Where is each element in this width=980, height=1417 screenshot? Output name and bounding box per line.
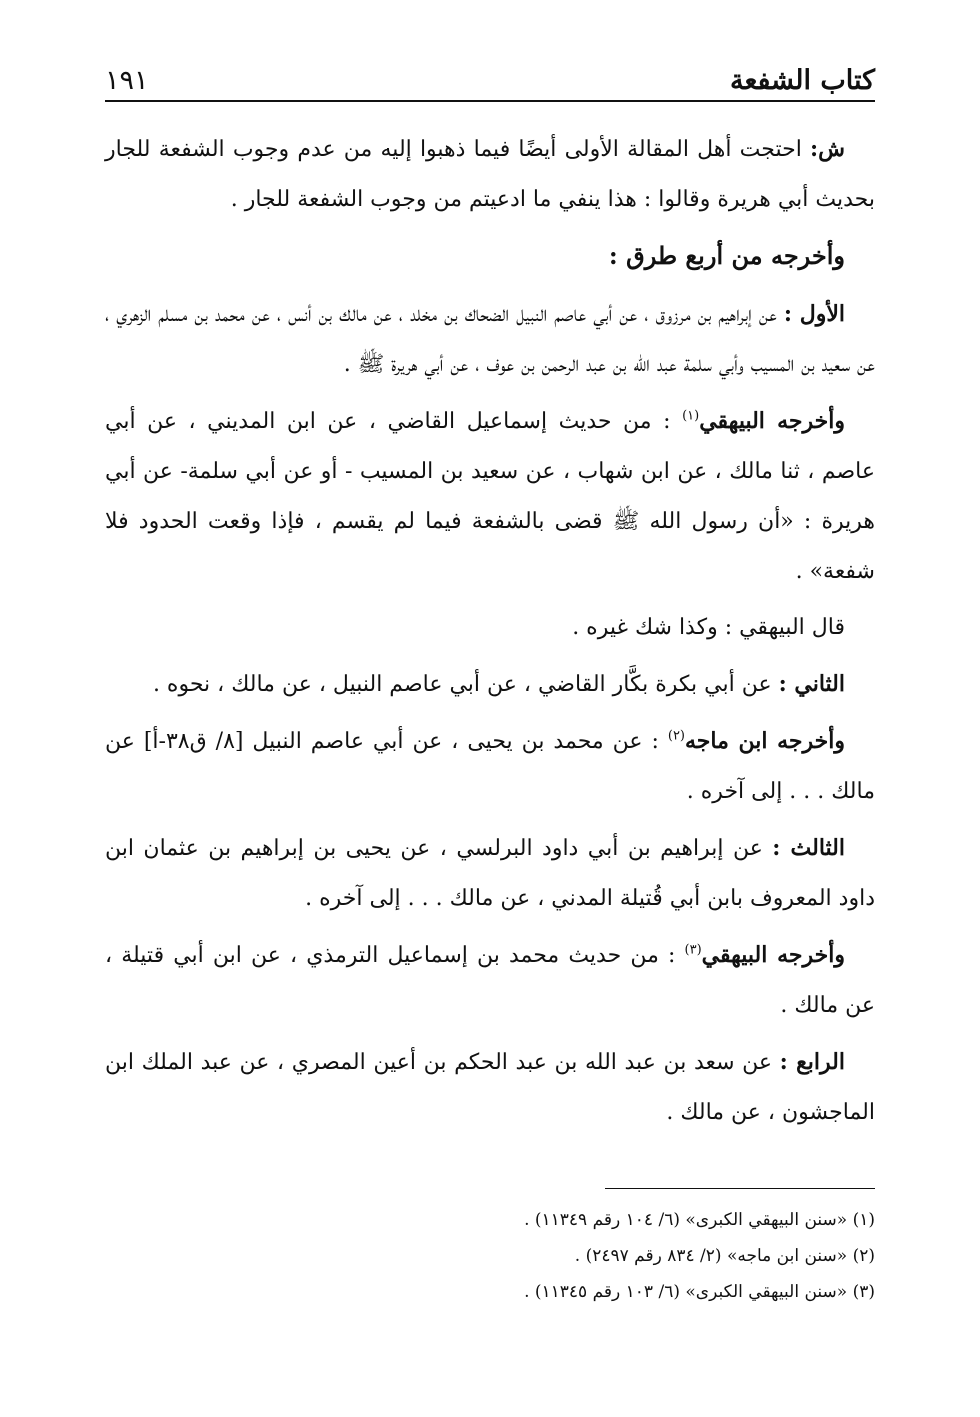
heading-text: وأخرجه من أربع طرق : (608, 241, 845, 270)
paragraph-lead: وأخرجه البيهقي (701, 942, 846, 968)
paragraph-6 (105, 659, 875, 710)
paragraph-1 (105, 124, 875, 225)
paragraph-text: احتجت أهل المقالة الأولى أيضًا فيما ذهبوا إليه من عدم وجوب الشفعة للجار بحديث أبي هريرة وقالوا : هذا ينفي ما ادعيتم من وجوب الشفعة للجار . (105, 137, 875, 212)
paragraph-text: عن إبراهيم بن مرزوق ، عن أبي عاصم النبيل الضحاك بن مخلد ، عن مالك بن أنس ، عن محمد بن مسلم الزهري ، عن سعيد بن المسيب وأبي سلمة عبد الله بن عبد الرحمن بن عوف ، عن أبي هريرة ﷺ . (105, 302, 875, 377)
paragraph-7 (105, 716, 875, 817)
page-number: ١٩١ (105, 65, 149, 96)
footnote-separator (605, 1188, 875, 1189)
page-header (105, 56, 875, 102)
footnote-2: (٢) «سنن ابن ماجه» (٢/ ٨٣٤ رقم ٢٤٩٧) . (574, 1246, 875, 1266)
paragraph-4 (105, 396, 875, 597)
section-heading (105, 231, 875, 283)
paragraph-lead: وأخرجه البيهقي (699, 408, 845, 434)
paragraph-10 (105, 1037, 875, 1138)
paragraph-text: : من حديث إسماعيل القاضي ، عن ابن المديني ، عن أبي عاصم ، ثنا مالك ، عن ابن شهاب ، عن سعيد بن المسيب - أو عن أبي سلمة- عن أبي هريرة : «أن رسول الله ﷺ قضى بالشفعة فيما لم يقسم ، فإذا وقعت الحدود فلا شفعة» . (105, 409, 875, 584)
footnote-ref: (٣) (684, 942, 702, 958)
paragraph-9 (105, 930, 875, 1031)
paragraph-lead: ش: (810, 136, 845, 162)
paragraph-text: عن أبي بكرة بكَّار القاضي ، عن أبي عاصم النبيل ، عن مالك ، نحوه . (152, 672, 779, 697)
paragraph-lead: الرابع : (779, 1049, 845, 1075)
paragraph-5 (105, 603, 875, 653)
footnote-1: (١) «سنن البيهقي الكبرى» (٦/ ١٠٤ رقم ١١٣٤٩) . (524, 1210, 875, 1230)
paragraph-text: : عن محمد بن يحيى ، عن أبي عاصم النبيل [٨/ ق٣٨-أ] عن مالك . . . إلى آخره . (105, 729, 875, 804)
paragraph-lead: الأول : (783, 301, 845, 327)
paragraph-text: قال البيهقي : وكذا شك غيره . (572, 615, 845, 640)
paragraph-text: : من حديث محمد بن إسماعيل الترمذي ، عن ابن أبي قتيلة ، عن مالك . (105, 943, 875, 1018)
footnote-ref: (٢) (667, 728, 685, 744)
footnote-3: (٣) «سنن البيهقي الكبرى» (٦/ ١٠٣ رقم ١١٣٤٥) . (524, 1282, 875, 1302)
paragraph-text: عن سعد بن عبد الله بن عبد الحكم بن أعين المصري ، عن عبد الملك ابن الماجشون ، عن مالك . (105, 1050, 875, 1125)
main-text (105, 124, 875, 1144)
paragraph-3 (105, 289, 875, 390)
paragraph-text: عن إبراهيم بن أبي داود البرلسي ، عن يحيى بن إبراهيم بن عثمان ابن داود المعروف بابن أبي قُتيلة المدني ، عن مالك . . . إلى آخره . (105, 836, 875, 911)
footnote-ref: (١) (682, 408, 700, 424)
paragraph-lead: الثاني : (778, 671, 845, 697)
book-title: كتاب الشفعة (729, 65, 875, 96)
paragraph-lead: الثالث : (772, 835, 845, 861)
footnotes (105, 1202, 875, 1310)
paragraph-lead: وأخرجه ابن ماجه (685, 728, 845, 754)
paragraph-8 (105, 823, 875, 924)
